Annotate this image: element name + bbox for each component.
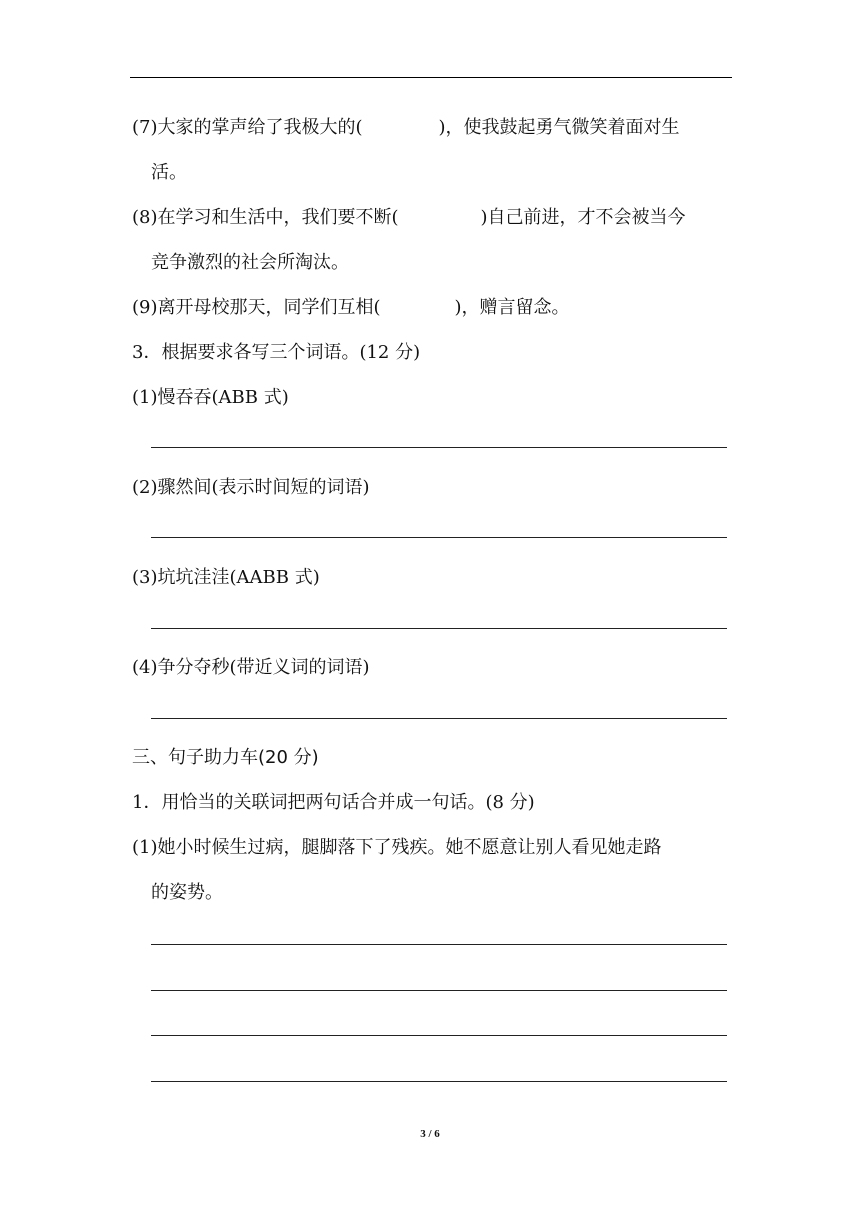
question-3-item-3: (3)坑坑洼洼(AABB 式) <box>132 567 320 588</box>
answer-line[interactable] <box>151 718 727 719</box>
question-7-prefix: (7)大家的掌声给了我极大的( <box>132 117 363 138</box>
question-7 <box>132 116 680 140</box>
question-8-prefix: (8)在学习和生活中，我们要不断( <box>132 207 399 228</box>
question-8 <box>132 206 686 230</box>
question-9-prefix: (9)离开母校那天，同学们互相( <box>132 297 381 318</box>
answer-line[interactable] <box>151 628 727 629</box>
page-number: 3 / 6 <box>420 1128 440 1140</box>
question-3-item-1: (1)慢吞吞(ABB 式) <box>132 387 289 408</box>
question-8-suffix: )自己前进，才不会被当今 <box>480 207 686 228</box>
header-rule <box>130 77 732 78</box>
answer-line[interactable] <box>151 944 727 945</box>
part3-question-1-title: 1．用恰当的关联词把两句话合并成一句话。(8 分) <box>132 792 535 813</box>
question-3-item-4: (4)争分夺秒(带近义词的词语) <box>132 657 370 678</box>
question-9 <box>132 296 570 320</box>
question-3-title: 3．根据要求各写三个词语。(12 分) <box>132 342 421 363</box>
question-7-continuation: 活。 <box>151 162 187 183</box>
question-9-suffix: )，赠言留念。 <box>454 297 570 318</box>
part3-question-1-item-1: (1)她小时候生过病，腿脚落下了残疾。她不愿意让别人看见她走路 <box>132 837 662 858</box>
answer-line[interactable] <box>151 537 727 538</box>
question-8-continuation: 竞争激烈的社会所淘汰。 <box>151 252 349 273</box>
question-3-item-2: (2)骤然间(表示时间短的词语) <box>132 477 370 498</box>
question-7-suffix: )，使我鼓起勇气微笑着面对生 <box>438 117 680 138</box>
answer-line[interactable] <box>151 1081 727 1082</box>
answer-line[interactable] <box>151 1035 727 1036</box>
section-heading: 三、句子助力车(20 分) <box>132 747 319 768</box>
answer-line[interactable] <box>151 447 727 448</box>
part3-question-1-item-1-continuation: 的姿势。 <box>151 882 223 903</box>
answer-line[interactable] <box>151 990 727 991</box>
